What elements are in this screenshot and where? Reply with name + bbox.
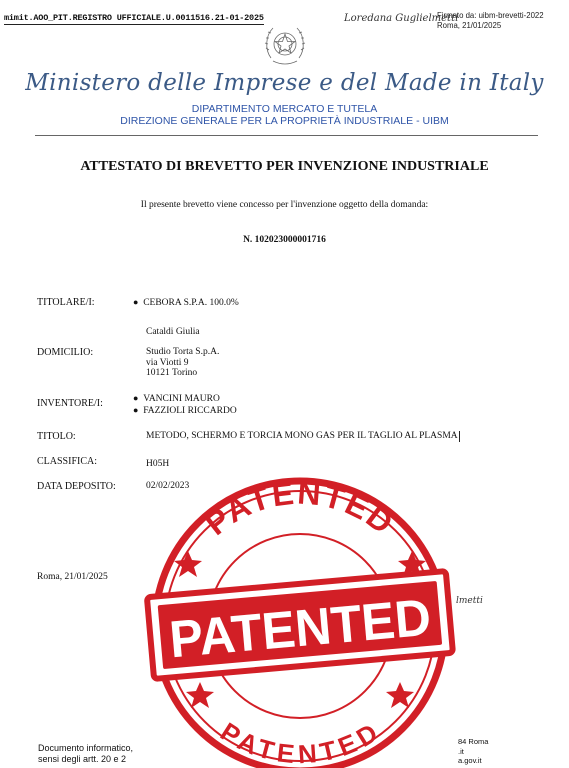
classification-value: H05H <box>146 459 170 469</box>
deposit-date-label: DATA DEPOSITO: <box>37 481 116 492</box>
footer-line: 84 Roma <box>458 737 489 746</box>
bullet-icon: ● <box>133 404 139 415</box>
header-divider <box>35 135 538 136</box>
signed-by-text: Firmato da: uibm-brevetti-2022 <box>437 11 544 20</box>
digital-signature-info <box>437 11 544 31</box>
intro-text: Il presente brevetto viene concesso per l'invenzione oggetto della domanda: <box>140 200 429 210</box>
svg-text:PATENTED <box>198 476 401 542</box>
stamp-top-text: PATENTED <box>198 476 402 543</box>
republic-emblem-icon <box>263 20 307 70</box>
domicile-line: via Viotti 9 <box>146 357 189 368</box>
patented-stamp <box>120 476 480 768</box>
stamp-main-text: PATENTED <box>167 587 444 670</box>
footer-line: .it <box>458 746 464 756</box>
bullet-icon: ● <box>133 297 139 307</box>
inventor-label: INVENTORE/I: <box>37 398 103 409</box>
closing-place-date: Roma, 21/01/2025 <box>37 572 108 582</box>
domicile-label: DOMICILIO: <box>37 347 94 358</box>
footer-line: a.gov.it <box>458 756 482 765</box>
invention-title: METODO, SCHERMO E TORCIA MONO GAS PER IL TAGLIO AL PLASMA <box>146 431 458 441</box>
footer-line: Documento informatico, <box>38 743 134 753</box>
inventor-item: ● FAZZIOLI RICCARDO <box>133 404 237 416</box>
direction-name: DIREZIONE GENERALE PER LA PROPRIETÀ INDUSTRIALE - UIBM <box>120 115 449 127</box>
star-icon <box>174 551 202 577</box>
footer-note <box>38 743 133 765</box>
holder-label: TITOLARE/I: <box>37 297 95 308</box>
signed-place-date: Roma, 21/01/2025 <box>437 21 502 30</box>
domicile-address <box>146 347 219 379</box>
domicile-line: 10121 Torino <box>146 368 198 378</box>
domicile-line: Studio Torta S.p.A. <box>146 347 220 357</box>
stamp-bottom-text: PATENTED <box>215 716 385 768</box>
department-name: DIPARTIMENTO MERCATO E TUTELA <box>191 103 378 115</box>
inventor-item: ● VANCINI MAURO <box>133 393 220 404</box>
patent-number: N. 102023000001716 <box>243 235 326 245</box>
deposit-date-value: 02/02/2023 <box>146 481 190 491</box>
ministry-name: Ministero delle Imprese e del Made in Italy <box>25 70 544 96</box>
classification-label: CLASSIFICA: <box>37 456 98 467</box>
protocol-number: mimit.AOO_PIT.REGISTRO UFFICIALE.U.0011516.21-01-2025 <box>4 13 264 23</box>
inventor-list <box>133 393 237 416</box>
document-title: ATTESTATO DI BREVETTO PER INVENZIONE INDUSTRIALE <box>80 159 489 174</box>
bullet-icon: ● <box>133 393 139 403</box>
closing-signature: lmetti <box>456 596 483 606</box>
holder-name: CEBORA S.P.A. 100.0% <box>143 298 239 308</box>
agent-name: Cataldi Giulia <box>146 327 200 337</box>
footer-line: sensi degli artt. 20 e 2 <box>38 754 127 764</box>
header-signature: Loredana Guglielmetti <box>344 13 459 24</box>
holder-value <box>133 297 239 309</box>
title-label: TITOLO: <box>37 431 76 442</box>
